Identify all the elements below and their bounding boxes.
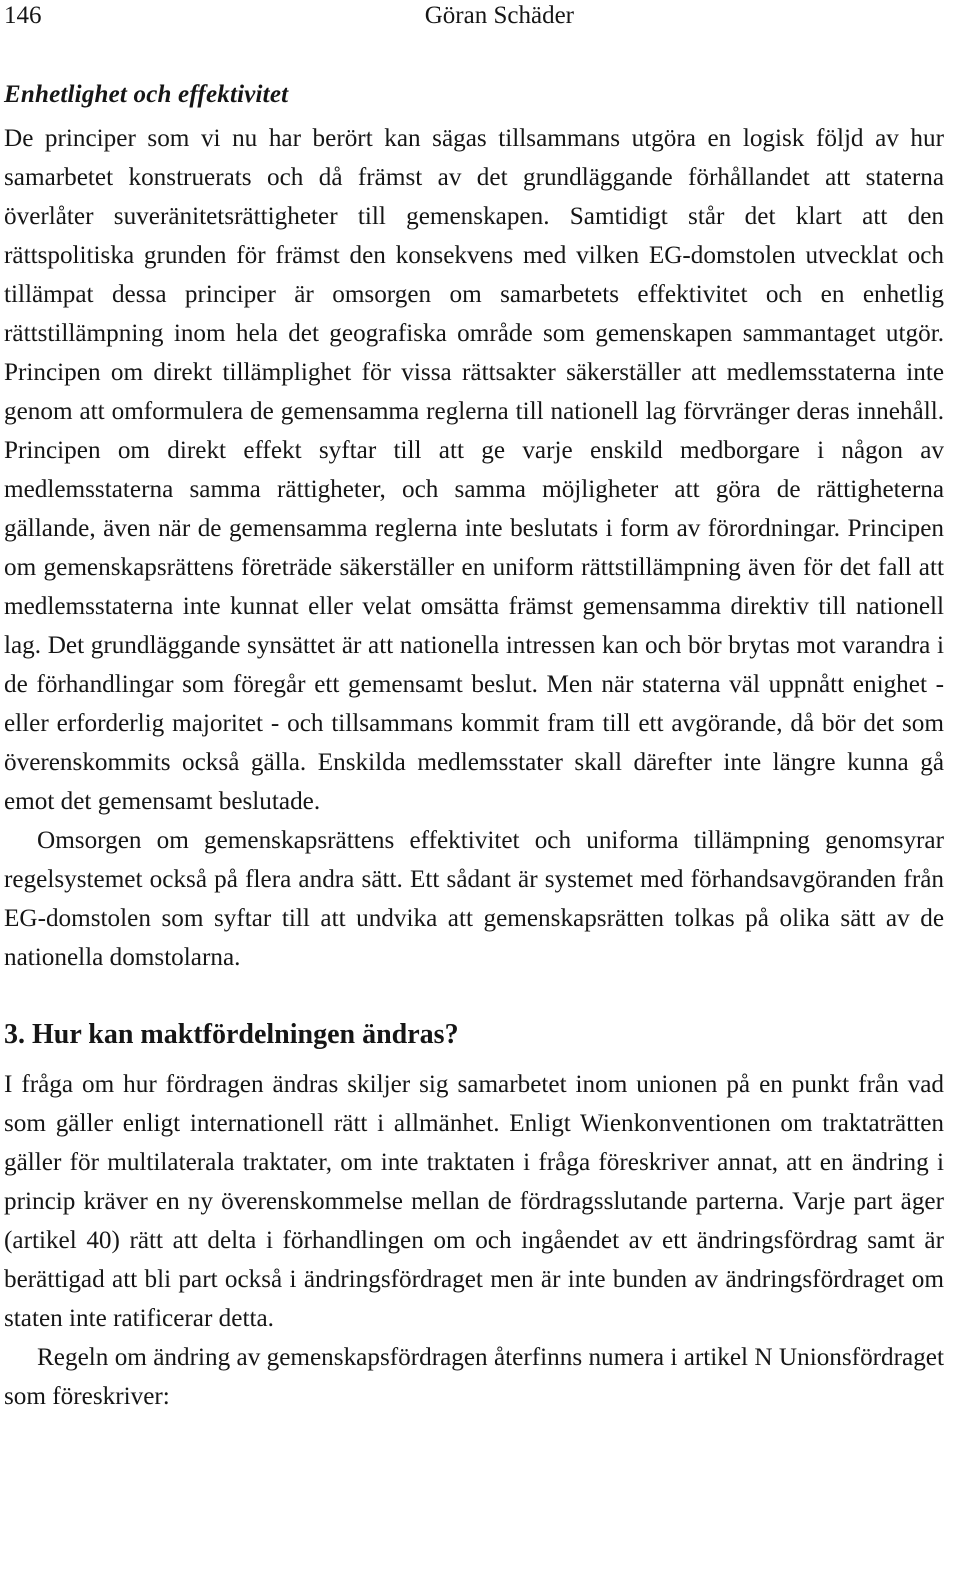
running-header-author: Göran Schäder xyxy=(424,2,574,29)
paragraph-2: Omsorgen om gemenskapsrättens effektivitet och uniforma tillämpning genomsyrar regelsystemet också på flera andra sätt. Ett sådant är systemet med förhandsavgöranden från EG-domstolen som syftar till att undvika att gemenskapsrätten tolkas på olika sätt av de nationella domstolarna. xyxy=(4,827,944,971)
section-subtitle: Enhetlighet och effektivitet xyxy=(4,81,289,108)
paragraph-1: De principer som vi nu har berört kan sägas tillsammans utgöra en logisk följd av hur samarbetet konstruerats och då främst av det grundläggande förhållandet att staterna överlåter suveränitetsrättigheter till gemenskapen. Samtidigt står det klart att den rättspolitiska grunden för främst den konsekvens med vilken EG-domstolen utvecklat och tillämpat dessa principer är omsorgen om samarbetets effektivitet och en enhetlig rättstillämpning inom hela det geografiska område som gemenskapen sammantaget utgör. Principen om direkt tillämplighet för vissa rättsakter säkerställer att medlemsstaterna inte genom att omformulera de gemensamma reglerna till nationell lag förvränger deras innehåll. Principen om direkt effekt syftar till att ge varje enskild medborgare i någon av medlemsstaterna samma rättigheter, och samma möjligheter att göra de rättigheterna gällande, även när de gemensamma reglerna inte beslutats i form av förordningar. Principen om gemenskapsrättens företräde säkerställer en uniform rättstillämpning även för det fall att medlemsstaterna inte kunnat eller velat omsätta främst gemensamma direktiv till nationell lag. Det grundläggande synsättet är att nationella intressen kan och bör brytas mot varandra i de förhandlingar som föregår ett gemensamt beslut. Men när staterna väl uppnått enighet - eller erforderlig majoritet - och tillsammans kommit fram till ett avgörande, då bör det som överenskommits också gälla. Enskilda medlemsstater skall därefter inte längre kunna gå emot det gemensamt beslutade. xyxy=(4,125,944,815)
paragraph-3: I fråga om hur fördragen ändras skiljer sig samarbetet inom unionen på en punkt från vad som gäller enligt internationell rätt i allmänhet. Enligt Wienkonventionen om traktaträtten gäller för multilaterala traktater, om inte traktaten i fråga föreskriver annat, att en ändring i princip kräver en ny överenskommelse mellan de fördragsslutande parterna. Varje part äger (artikel 40) rätt att delta i förhandlingen om och ingåendet av ett ändringsfördrag samt är berättigad att bli part också i ändringsfördraget men är inte bunden av ändringsfördraget om staten inte ratificerar detta. xyxy=(4,1071,944,1332)
running-header xyxy=(4,0,944,38)
page-number: 146 xyxy=(4,2,42,29)
paragraph-4: Regeln om ändring av gemenskapsfördragen återfinns numera i artikel N Unionsfördraget som föreskriver: xyxy=(4,1344,944,1410)
section-heading: 3. Hur kan maktfördelningen ändras? xyxy=(4,1019,459,1050)
document-page xyxy=(4,0,944,1416)
